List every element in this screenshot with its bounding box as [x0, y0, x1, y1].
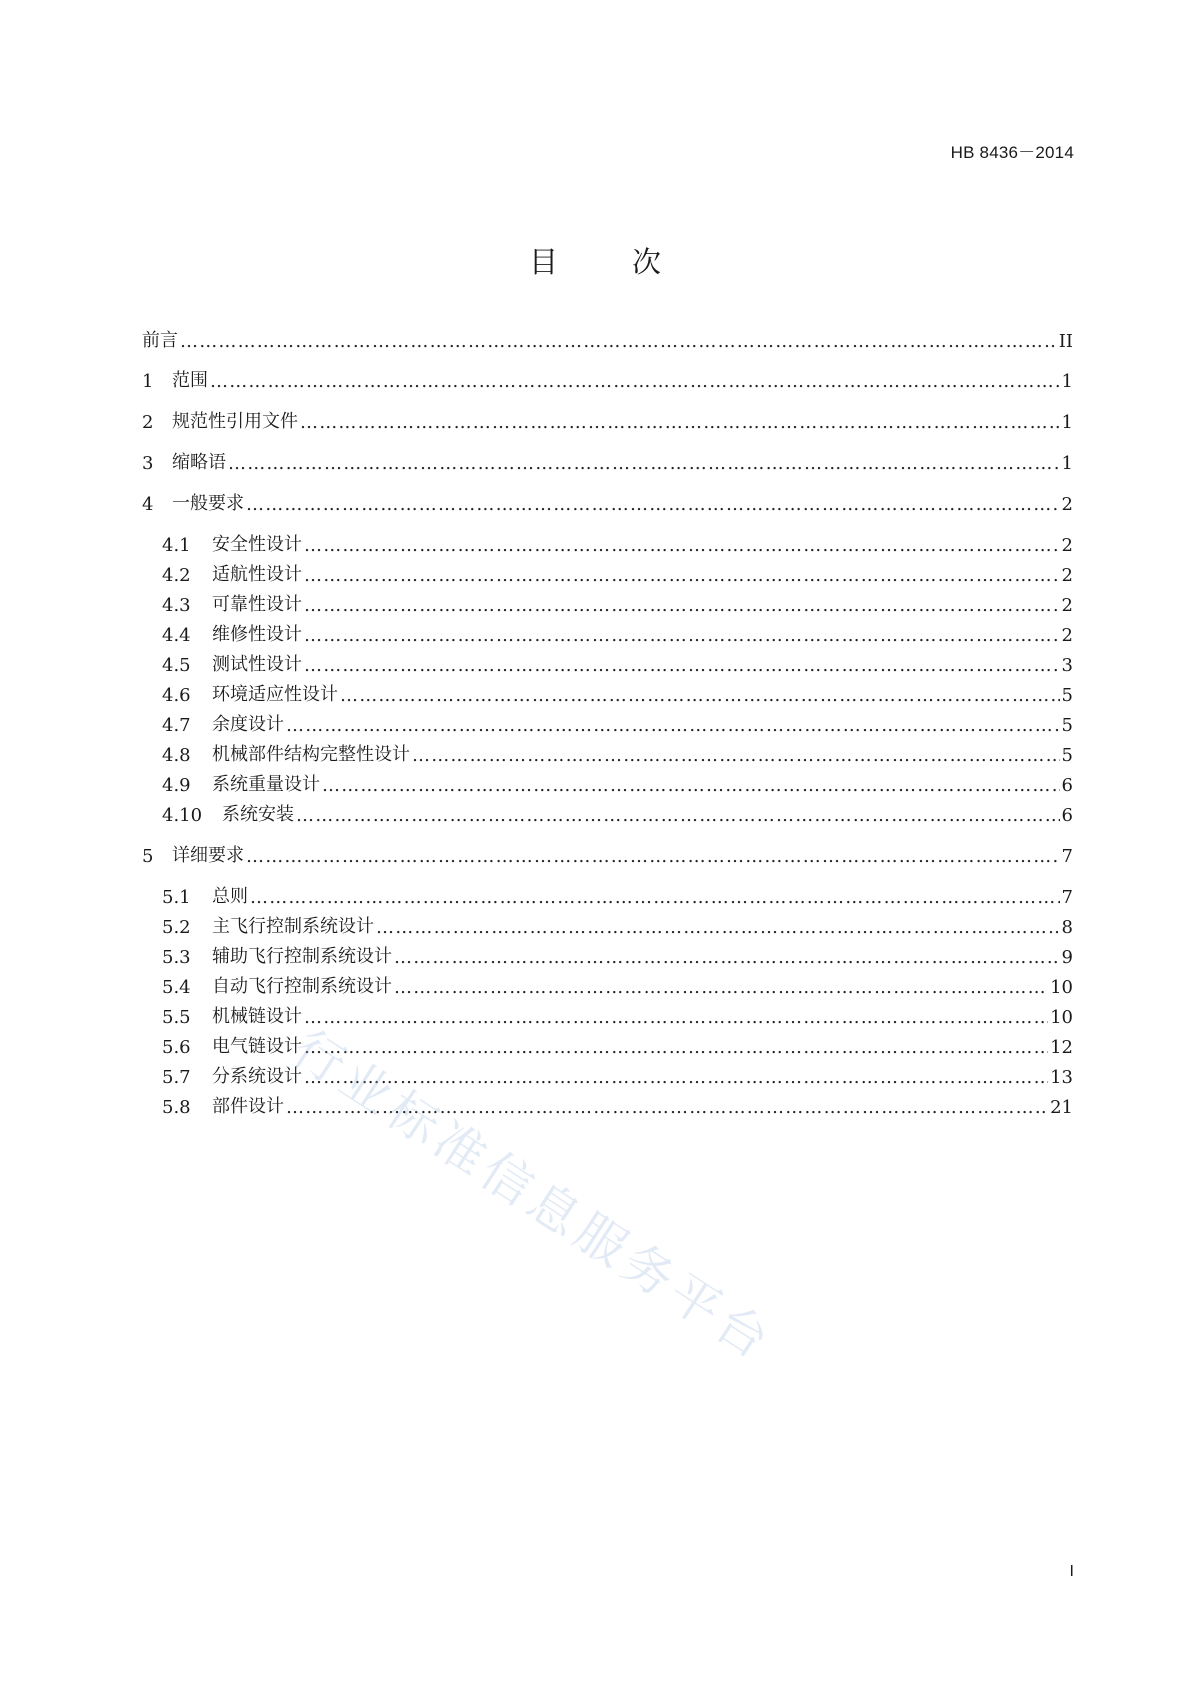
toc-entry-number: 4.1 [162, 535, 191, 556]
toc-entry-number: 4.2 [162, 565, 191, 586]
toc-entry-text: 机械链设计 [212, 1006, 302, 1027]
toc-entry-page: 12 [1050, 1037, 1073, 1058]
toc-entry-page: 13 [1050, 1067, 1073, 1088]
toc-subentry[interactable] [142, 1094, 1073, 1118]
toc-entry-number: 4.9 [162, 775, 191, 796]
toc-entry-text: 自动飞行控制系统设计 [212, 976, 392, 997]
toc-entry-page: 8 [1061, 917, 1073, 938]
toc-entry-text: 一般要求 [172, 493, 244, 514]
toc-subentry[interactable] [142, 562, 1073, 586]
toc-entry-number: 4.10 [162, 805, 203, 826]
toc-entry-number: 4.8 [162, 745, 191, 766]
toc-entry-page: 9 [1061, 947, 1073, 968]
toc-subentry[interactable] [142, 652, 1073, 676]
toc-entry-number: 4 [142, 494, 154, 515]
toc-entry-page: 10 [1050, 977, 1073, 998]
toc-entry-page: 1 [1061, 412, 1073, 433]
toc-entry-text: 范围 [172, 370, 208, 391]
toc-subentry[interactable] [142, 974, 1073, 998]
toc-entry-text: 缩略语 [172, 452, 226, 473]
toc-entry-page: 1 [1061, 453, 1073, 474]
toc-entry-number: 4.3 [162, 595, 191, 616]
toc-entry-page: II [1058, 331, 1073, 352]
watermark: 行业标准信息服务平台 [282, 1019, 784, 1373]
toc-entry-text: 测试性设计 [212, 654, 302, 675]
toc-entry-text: 详细要求 [172, 845, 244, 866]
toc-entry-page: 1 [1061, 371, 1073, 392]
toc-entry-page: 5 [1061, 685, 1073, 706]
toc-entry-text: 系统重量设计 [212, 774, 320, 795]
toc-entry[interactable] [142, 368, 1073, 392]
toc-entry-text: 总则 [212, 886, 248, 907]
toc-entry-text: 可靠性设计 [212, 594, 302, 615]
toc-subentry[interactable] [142, 592, 1073, 616]
toc-entry-text: 系统安装 [222, 804, 294, 825]
toc-entry-text: 机械部件结构完整性设计 [212, 744, 410, 765]
toc-entry-number: 5.3 [162, 947, 191, 968]
toc-entry-page: 21 [1050, 1097, 1073, 1118]
toc-subentry[interactable] [142, 802, 1073, 826]
toc-entry-page: 6 [1061, 805, 1073, 826]
toc-entry-number: 3 [142, 453, 154, 474]
toc-subentry[interactable] [142, 772, 1073, 796]
toc-entry-text: 安全性设计 [212, 534, 302, 555]
toc-subentry[interactable] [142, 1004, 1073, 1028]
toc-entry-page: 2 [1061, 625, 1073, 646]
toc-entry-page: 2 [1061, 535, 1073, 556]
title-char-1: 目 [528, 245, 558, 279]
toc-entry-text: 维修性设计 [212, 624, 302, 645]
toc-entry-number: 5 [142, 846, 154, 867]
toc-entry-text: 前言 [142, 330, 178, 351]
page-title [0, 240, 1190, 281]
toc-entry-number: 5.2 [162, 917, 191, 938]
page-number: I [1069, 1563, 1074, 1580]
toc-entry-text: 余度设计 [212, 714, 284, 735]
toc-subentry[interactable] [142, 884, 1073, 908]
toc-entry-text: 部件设计 [212, 1096, 284, 1117]
toc-entry-page: 6 [1061, 775, 1073, 796]
toc-entry-text: 环境适应性设计 [212, 684, 338, 705]
toc-entry-text: 主飞行控制系统设计 [212, 916, 374, 937]
toc-entry-number: 5.5 [162, 1007, 191, 1028]
toc-entry-text: 规范性引用文件 [172, 411, 298, 432]
toc-entry-number: 1 [142, 371, 154, 392]
toc-entry-number: 5.1 [162, 887, 191, 908]
document-code: HB 8436－2014 [950, 143, 1074, 162]
toc-entry-text: 适航性设计 [212, 564, 302, 585]
toc-entry-page: 5 [1061, 715, 1073, 736]
toc-entry-page: 7 [1061, 887, 1073, 908]
toc-subentry[interactable] [142, 944, 1073, 968]
toc-entry-number: 4.7 [162, 715, 191, 736]
toc-entry[interactable] [142, 491, 1073, 515]
toc-entry-page: 10 [1050, 1007, 1073, 1028]
toc-entry-number: 5.4 [162, 977, 191, 998]
title-char-2: 次 [632, 245, 662, 279]
toc-subentry[interactable] [142, 532, 1073, 556]
toc-entry-text: 分系统设计 [212, 1066, 302, 1087]
toc-entry-foreword[interactable] [142, 328, 1073, 352]
toc-entry-page: 3 [1061, 655, 1073, 676]
toc-entry-number: 5.8 [162, 1097, 191, 1118]
toc-entry-page: 7 [1061, 846, 1073, 867]
toc-entry-number: 4.4 [162, 625, 191, 646]
toc-entry[interactable] [142, 450, 1073, 474]
toc-entry-text: 电气链设计 [212, 1036, 302, 1057]
toc-entry-page: 2 [1061, 595, 1073, 616]
toc-entry-number: 5.7 [162, 1067, 191, 1088]
toc-entry[interactable] [142, 843, 1073, 867]
toc-subentry[interactable] [142, 712, 1073, 736]
toc-entry[interactable] [142, 409, 1073, 433]
toc-subentry[interactable] [142, 742, 1073, 766]
toc-subentry[interactable] [142, 914, 1073, 938]
toc-entry-page: 2 [1061, 565, 1073, 586]
toc-subentry[interactable] [142, 622, 1073, 646]
toc-entry-number: 5.6 [162, 1037, 191, 1058]
toc-entry-number: 4.5 [162, 655, 191, 676]
toc-entry-text: 辅助飞行控制系统设计 [212, 946, 392, 967]
toc-entry-page: 5 [1061, 745, 1073, 766]
toc-entry-number: 2 [142, 412, 154, 433]
toc-entry-page: 2 [1061, 494, 1073, 515]
toc-subentry[interactable] [142, 1034, 1073, 1058]
toc-entry-number: 4.6 [162, 685, 191, 706]
toc-subentry[interactable] [142, 682, 1073, 706]
